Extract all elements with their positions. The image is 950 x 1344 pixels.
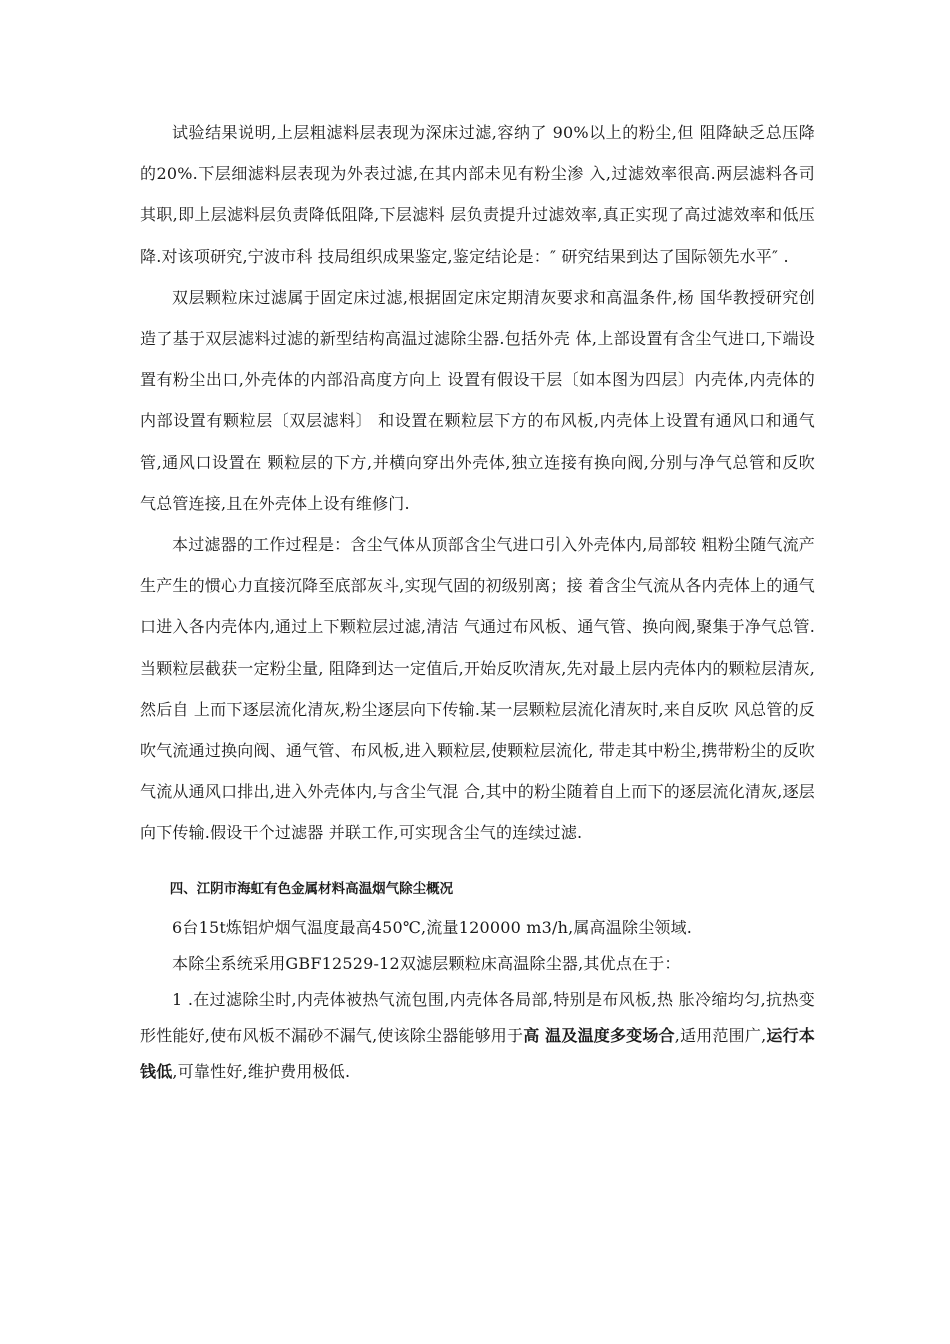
paragraph-double-layer-bed: 双层颗粒床过滤属于固定床过滤,根据固定床定期清灰要求和高温条件,杨 国华教授研究创造了基于双层滤料过滤的新型结构高温过滤除尘器.包括外壳 体,上部设置有含尘气进口,下端设置有粉尘出口,外壳体的内部沿高度方向上 设置有假设干层〔如本图为四层〕内壳体,内壳体的内部设置有颗粒层〔双层滤料〕 和设置在颗粒层下方的布风板,内壳体上设置有通风口和通气管,通风口设置在 颗粒层的下方,并横向穿出外壳体,独立连接有换向阀,分别与净气总管和反吹 气总管连接,且在外壳体上设有维修门. [140,287,815,513]
advantage-text-a: 1 .在过滤除尘时,内壳体被热气流包围,内壳体各局部,特别是布风板,热 胀冷缩均匀,抗热变形性能好,使布风板不漏砂不漏气,使该除尘器能够用于 [140,989,815,1045]
paragraph-working-process: 本过滤器的工作过程是：含尘气体从顶部含尘气进口引入外壳体内,局部较 粗粉尘随气流产生产生的惯心力直接沉降至底部灰斗,实现气固的初级别离；接 着含尘气流从各内壳体上的通气口进入各内壳体内,通过上下颗粒层过滤,清洁 气通过布风板、通气管、换向阀,聚集于净气总管.当颗粒层截获一定粉尘量, 阻降到达一定值后,开始反吹清灰,先对最上层内壳体内的颗粒层清灰,然后自 上而下逐层流化清灰,粉尘逐层向下传输.某一层颗粒层流化清灰时,来自反吹 风总管的反吹气流通过换向阀、通气管、布风板,进入颗粒层,使颗粒层流化, 带走其中粉尘,携带粉尘的反吹气流从通风口排出,进入外壳体内,与含尘气混 合,其中的粉尘随着自上而下的逐层流化清灰,逐层向下传输.假设干个过滤器 并联工作,可实现含尘气的连续过滤. [140,535,815,843]
advantage-text-c: ,适用范围广, [674,1025,767,1045]
paragraph-system-intro: 本除尘系统采用GBF12529-12双滤层颗粒床高温除尘器,其优点在于： [172,953,681,973]
paragraph-test-results: 试验结果说明,上层粗滤料层表现为深床过滤,容纳了 90%以上的粉尘,但 阻降缺乏总压降的20%.下层细滤料层表现为外表过滤,在其内部未见有粉尘渗 入,过滤效率很高.两层滤料各司其职,即上层滤料层负责降低阻降,下层滤料 层负责提升过滤效率,真正实现了高过滤效率和低压降.对该项研究,宁波市科 技局组织成果鉴定,鉴定结论是：″ 研究结果到达了国际领先水平″ . [140,123,815,266]
section-four-body [140,910,815,1090]
section-heading: 四、江阴市海虹有色金属材料高温烟气除尘概况 [169,880,454,897]
advantage-text-d: ,可靠性好,维护费用极低. [172,1061,351,1081]
paragraph-advantage-1 [140,982,815,1090]
paragraph-furnace-specs: 6台15t炼铝炉烟气温度最高450℃,流量120000 m3/h,属高温除尘领域. [172,917,693,937]
advantage-bold-2: 运行本钱低 [140,1025,815,1081]
advantage-bold-1: 高 温及温度多变场合 [523,1025,675,1045]
